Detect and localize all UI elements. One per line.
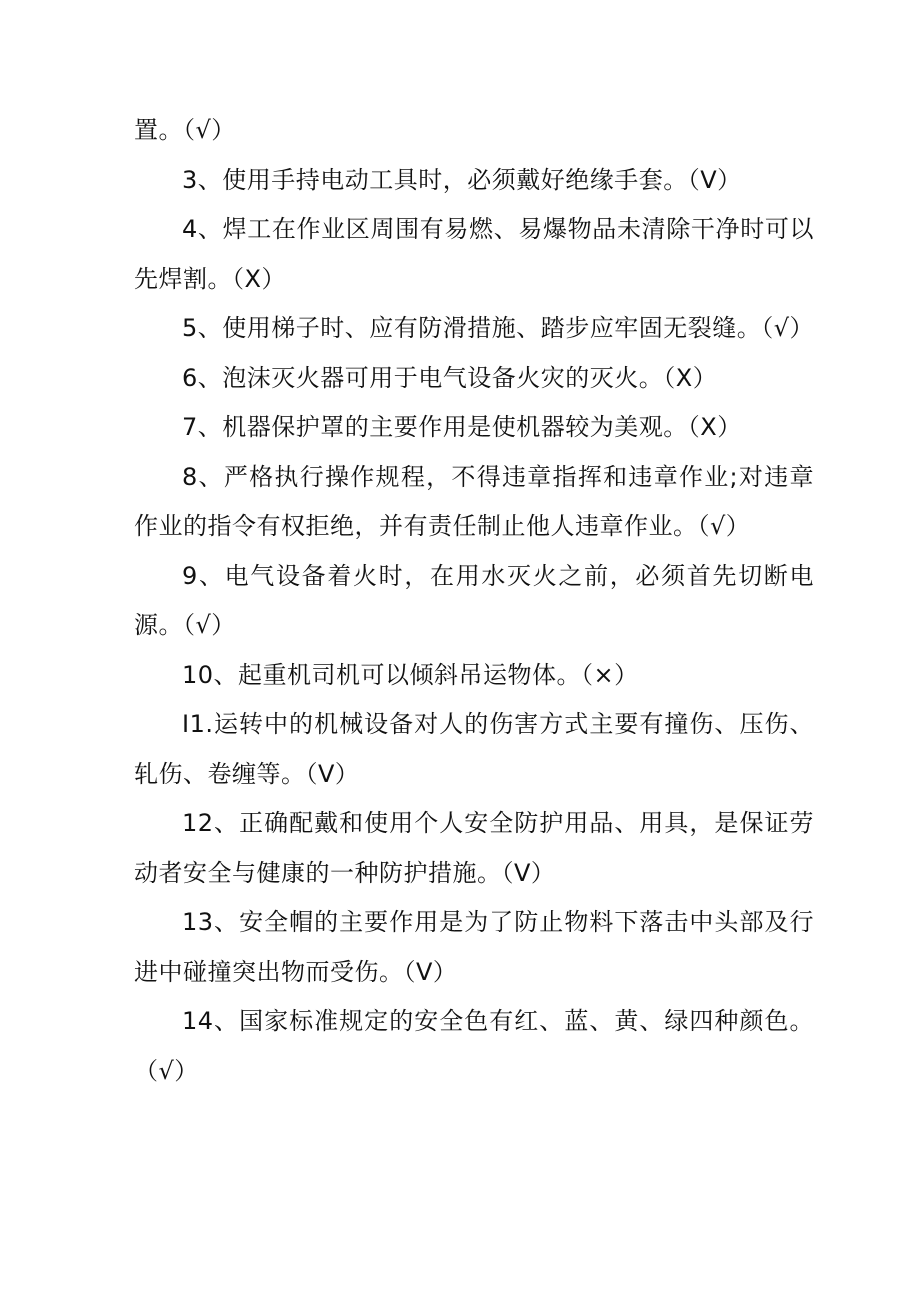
question-10: 10、起重机司机可以倾斜吊运物体。（×） [182,660,639,689]
question-5: 5、使用梯子时、应有防滑措施、踏步应牢固无裂缝。（√） [182,314,815,342]
question-14: 14、国家标准规定的安全色有红、蓝、黄、绿四种颜色。（√） [134,1007,814,1085]
document-body [134,106,814,1096]
question-7: 7、机器保护罩的主要作用是使机器较为美观。（X） [182,413,742,441]
question-4: 4、焊工在作业区周围有易燃、易爆物品未清除干净时可以先焊割。（X） [134,215,814,293]
question-8: 8、严格执行操作规程，不得违章指挥和违章作业;对违章作业的指令有权拒绝，并有责任制止他人违章作业。（√） [134,462,814,540]
question-11: I1.运转中的机械设备对人的伤害方式主要有撞伤、压伤、轧伤、卷缠等。（V） [134,710,814,788]
question-13: 13、安全帽的主要作用是为了防止物料下落击中头部及行进中碰撞突出物而受伤。（V） [134,908,814,986]
question-9: 9、电气设备着火时，在用水灭火之前，必须首先切断电源。（√） [134,561,814,639]
paragraph-continuation: 置。（√） [134,116,236,144]
question-3: 3、使用手持电动工具时，必须戴好绝缘手套。（V） [182,165,742,194]
question-12: 12、正确配戴和使用个人安全防护用品、用具，是保证劳动者安全与健康的一种防护措施。（V） [134,809,814,887]
question-6: 6、泡沫灭火器可用于电气设备火灾的灭火。（X） [182,363,718,392]
